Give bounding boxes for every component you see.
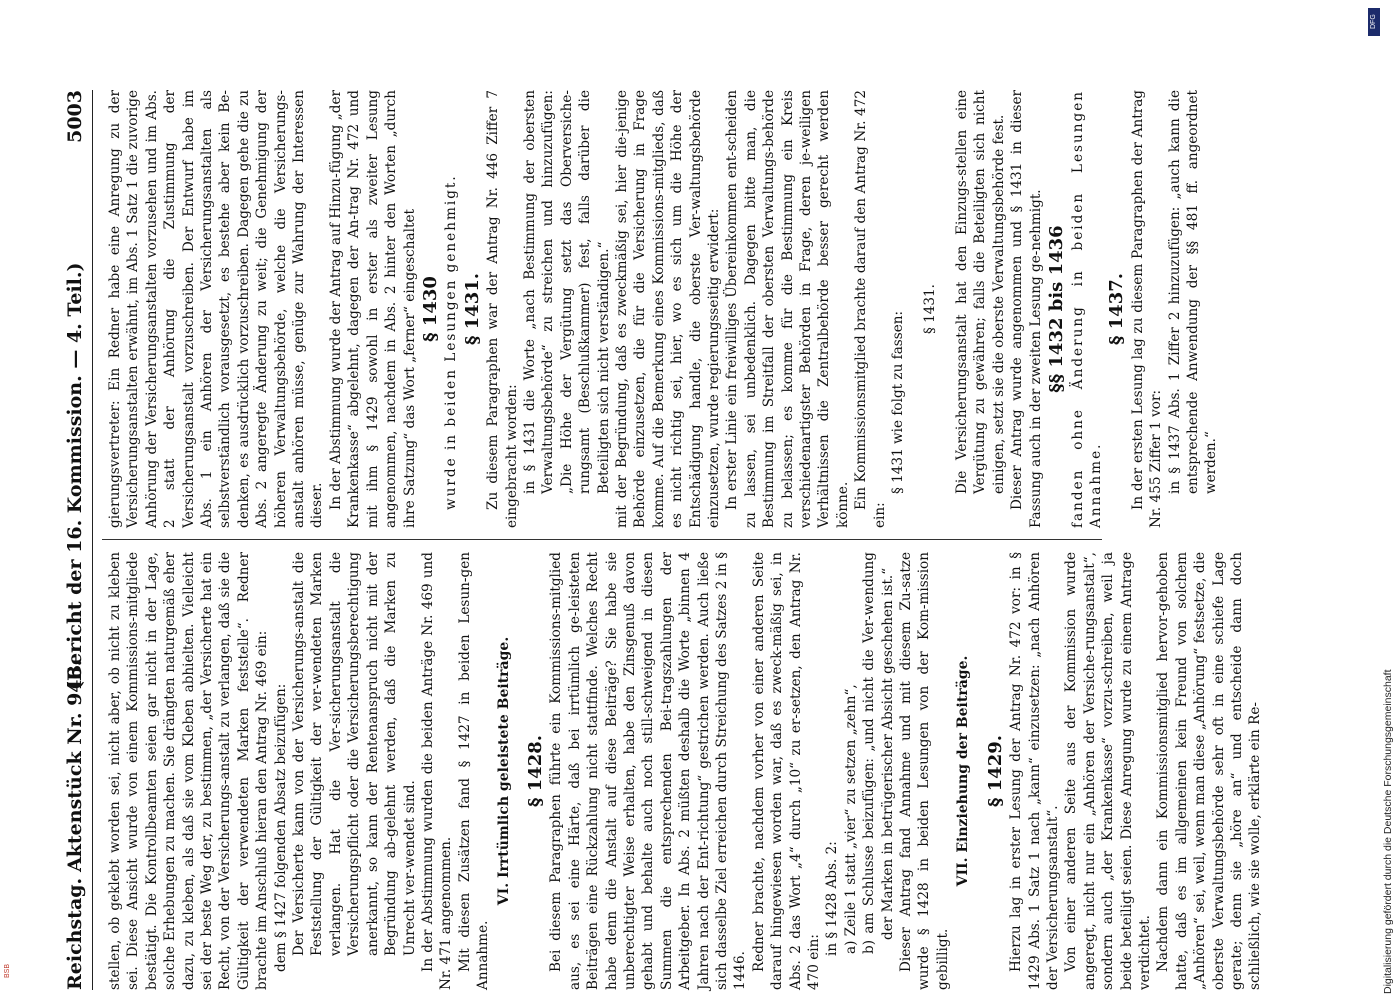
paragraph: fanden ohne Änderung in beiden Lesungen Annahme.	[1069, 90, 1104, 528]
paragraph: in § 1428 Abs. 2:	[824, 841, 841, 956]
dfg-logo: DFG	[1368, 8, 1380, 36]
section-heading: VI. Irrtümlich geleistete Beiträge.	[495, 636, 512, 906]
paragraph: Zu diesem Paragraphen war der Antrag Nr. 446 Ziffer 7 eingebracht worden:	[485, 90, 520, 528]
paragraph-number: §§ 1432 bis 1436	[1046, 225, 1068, 393]
paragraph: In der Abstimmung wurden die beiden Anträge Nr. 469 und Nr. 471 angenommen.	[419, 552, 455, 990]
paragraph: Hierzu lag in erster Lesung der Antrag Nr. 472 vor: in § 1429 Abs. 1 Satz 1 nach „kann“ einzusetzen: „nach Anhören der Versicherungsanstalt“.	[1008, 552, 1061, 990]
list-item: a) Zeile 1 statt „vier“ zu setzen „zehn“,	[842, 684, 859, 954]
paragraph: Bei diesem Paragraphen führte ein Kommissions-mitglied aus, es sei eine Härte, daß bei irrtümlich ge-leisteten Beiträgen eine Rückzahlung nicht stattfinde. Welches Recht habe denn die Anstalt auf diese Beiträge? Sie habe sie unberechtigter Weise erhalten, habe den Zinsgenuß davon gehabt und behalte auch noch still-schweigend in diesen Summen die entsprechenden Bei-tragszahlungen der Arbeitgeber. In Abs. 2 müßten deshalb die Worte „binnen 4 Jahren nach der Ent-richtung“ gestrichen werden. Auch ließe sich dasselbe Ziel erreichen durch Streichung des Satzes 2 in § 1446.	[548, 552, 749, 990]
header-aktenstueck: Aktenstück Nr. 946.	[64, 659, 86, 872]
list-item: b) am Schlusse beizufügen: „und nicht die Ver-wendung der Marken in betrügerischer Absicht geschehen ist.“	[861, 552, 896, 954]
quoted-amendment: Die Versicherungsanstalt hat den Einzugs-stellen eine Vergütung zu gewähren; falls die Beteiligten sich nicht einigen, setzt sie die oberste Verwaltungsbehörde fest.	[954, 90, 1007, 494]
paragraph: in § 1437 Abs. 1 Ziffer 2 hinzuzufügen: „auch kann die entsprechende Anwendung der §§ 481 ff. angeordnet werden.“	[1166, 90, 1220, 494]
paragraph: wurde in beiden Lesungen genehmigt.	[443, 174, 460, 510]
paragraph: Von einer anderen Seite aus der Kommission wurde angeregt, nicht nur ein „Anhören der Versiche-rungsanstalt“, sondern auch „der Krankenkasse“ vorzu-schreiben, weil ja beide beteiligt seien. Diese Anregung wurde zu einem Antrage verdichtet.	[1063, 552, 1153, 990]
paragraph-number-small: § 1431.	[922, 283, 939, 335]
section-heading: VII. Einziehung der Beiträge.	[955, 655, 972, 887]
paragraph: Nachdem dann ein Kommissionsmitglied hervor-gehoben hatte, daß es im allgemeinen kein Freund von solchem „Anhören“ sei, weil, wenn man diese „Anhörung“ festsetze, die oberste Verwaltungsbehörde sehr oft in eine schiefe Lage gerate; denn sie „höre an“ und entscheide dann doch schließlich, wie sie wolle, erklärte ein Re-	[1155, 552, 1264, 990]
header-reichstag: Reichstag.	[64, 877, 86, 990]
paragraph: Ein Kommissionsmitglied brachte darauf den Antrag Nr. 472 ein:	[853, 90, 888, 528]
paragraph: Dieser Antrag fand Annahme und mit diesem Zu-satze wurde § 1428 in beiden Lesungen von der Kom-mission gebilligt.	[898, 552, 951, 990]
paragraph-number: § 1430	[419, 276, 441, 342]
paragraph-number: § 1431.	[461, 272, 483, 346]
paragraph: In der Abstimmung wurde der Antrag auf Hinzu-fügung „der Krankenkasse“ abgelehnt, dagegen der An-trag Nr. 472 und mit ihm § 1429 sowohl in erster als zweiter Lesung angenommen, nachdem in Abs. 2 hinter den Worten „durch ihre Satzung“ das Wort „ferner“ eingeschaltet	[327, 90, 418, 528]
paragraph: In erster Linie ein freiwilliges Übereinkommen ent-scheiden zu lassen, sei unbedenklich. Dagegen bitte man, die Bestimmung im Streitfall der obersten Verwaltungs-behörde zu belassen; es komme für die Bestimmung ein Kreis verschiedenartigster Behörden in Frage, deren je-weiligen Verhältnissen die Zentralbehörde besser gerecht werden könne.	[724, 90, 851, 528]
left-column	[106, 552, 1264, 990]
digitisation-note: Digitalisierung gefördert durch die Deutsche Forschungsgemeinschaft	[1382, 669, 1394, 994]
running-header	[62, 90, 90, 990]
paragraph-number: § 1428.	[524, 734, 546, 808]
paragraph: mit der Begründung, daß es zweckmäßig sei, hier die-jenige Behörde einzusetzen, die für die Versicherung in Frage komme. Auf die Bemerkung eines Kommissions-mitglieds, daß es nicht richtig sei, hier, wo es sich um die Höhe der Entschädigung handle, die oberste Ver-waltungsbehörde einzusetzen, wurde regierungsseitig erwidert:	[613, 90, 722, 528]
paragraph: In der ersten Lesung lag zu diesem Paragraphen der Antrag Nr. 455 Ziffer 1 vor:	[1129, 90, 1165, 528]
bsb-stamp: BSB	[4, 963, 11, 978]
paragraph: in § 1431 die Worte „nach Bestimmung der obersten Verwaltungsbehörde“ zu streichen und hinzuzufügen: „Die Höhe der Vergütung setzt das Oberversiche-rungsamt (Beschlußkammer) fest, falls darüber die Beteiligten sich nicht verständigen.“	[521, 90, 612, 494]
column-divider	[102, 539, 1102, 540]
paragraph-number: § 1437.	[1106, 272, 1128, 346]
quoted-amendment: Der Versicherte kann von der Versicherungs-anstalt die Feststellung der Gültigkeit der ver-wendeten Marken verlangen. Hat die Ver-sicherungsanstalt die Versicherungspflicht oder die Versicherungsberechtigung anerkannt, so kann der Rentenanspruch nicht mit der Begründung ab-gelehnt werden, daß die Marken zu Unrecht ver-wendet sind.	[291, 552, 418, 956]
right-column	[106, 90, 1220, 528]
paragraph-number: § 1429.	[984, 734, 1006, 808]
paragraph: stellen, ob geklebt worden sei, nicht aber, ob nicht zu kleben sei. Diese Ansicht wurde von einem Kommissions-mitgliede bestätigt. Die Kontrollbeamten seien gar nicht in der Lage, solche Erhebungen zu machen. Sie drängten naturgemäß eher dazu, zu kleben, als daß sie vom Kleben abhielten. Vielleicht sei der beste Weg der, zu bestimmen, „der Versicherte hat ein Recht, von der Versicherungs-anstalt zu verlangen, daß sie die Gültigkeit der verwendeten Marken feststelle“. Redner brachte im Anschluß hieran den Antrag Nr. 469 ein:	[107, 552, 271, 990]
paragraph: gierungsvertreter: Ein Redner habe eine Anregung zu der Versicherungsanstalten erwähnt, im Abs. 1 Satz 1 die zuvorige Anhörung der Versicherungsanstalten vorzusehen und im Abs. 2 statt der Anhörung die Zustimmung der Versicherungsanstalt vorzuschreiben. Der Entwurf habe im Abs. 1 ein Anhören der Versicherungsanstalten als selbstverständlich vorausgesetzt, es bestehe aber kein Be-denken, es ausdrücklich vorzuschreiben. Dagegen gehe die zu Abs. 2 angeregte Änderung zu weit; die Genehmigung der höheren Verwaltungsbehörde, welche die Versicherungs-anstalt anhören müsse, genüge zur Wahrung der Interessen dieser.	[107, 90, 326, 528]
paragraph: § 1431 wie folgt zu fassen:	[890, 310, 907, 494]
paragraph: Dieser Antrag wurde angenommen und § 1431 in dieser Fassung auch in der zweiten Lesung ge-nehmigt.	[1009, 90, 1044, 528]
scanned-page	[62, 90, 1264, 990]
header-bericht: (Bericht der 16. Kommission. — 4. Teil.)	[64, 262, 86, 690]
paragraph: Mit diesen Zusätzen fand § 1427 in beiden Lesun-gen Annahme.	[456, 552, 492, 990]
page-number: 5003	[64, 90, 86, 143]
paragraph: Redner brachte, nachdem vorher von einer anderen Seite darauf hingewiesen worden war, daß es zweck-mäßig sei, in Abs. 2 das Wort „4“ durch „10“ zu er-setzen, den Antrag Nr. 470 ein:	[750, 552, 823, 990]
paragraph: dem § 1427 folgenden Absatz beizufügen:	[272, 683, 289, 972]
header-rule	[92, 90, 93, 990]
